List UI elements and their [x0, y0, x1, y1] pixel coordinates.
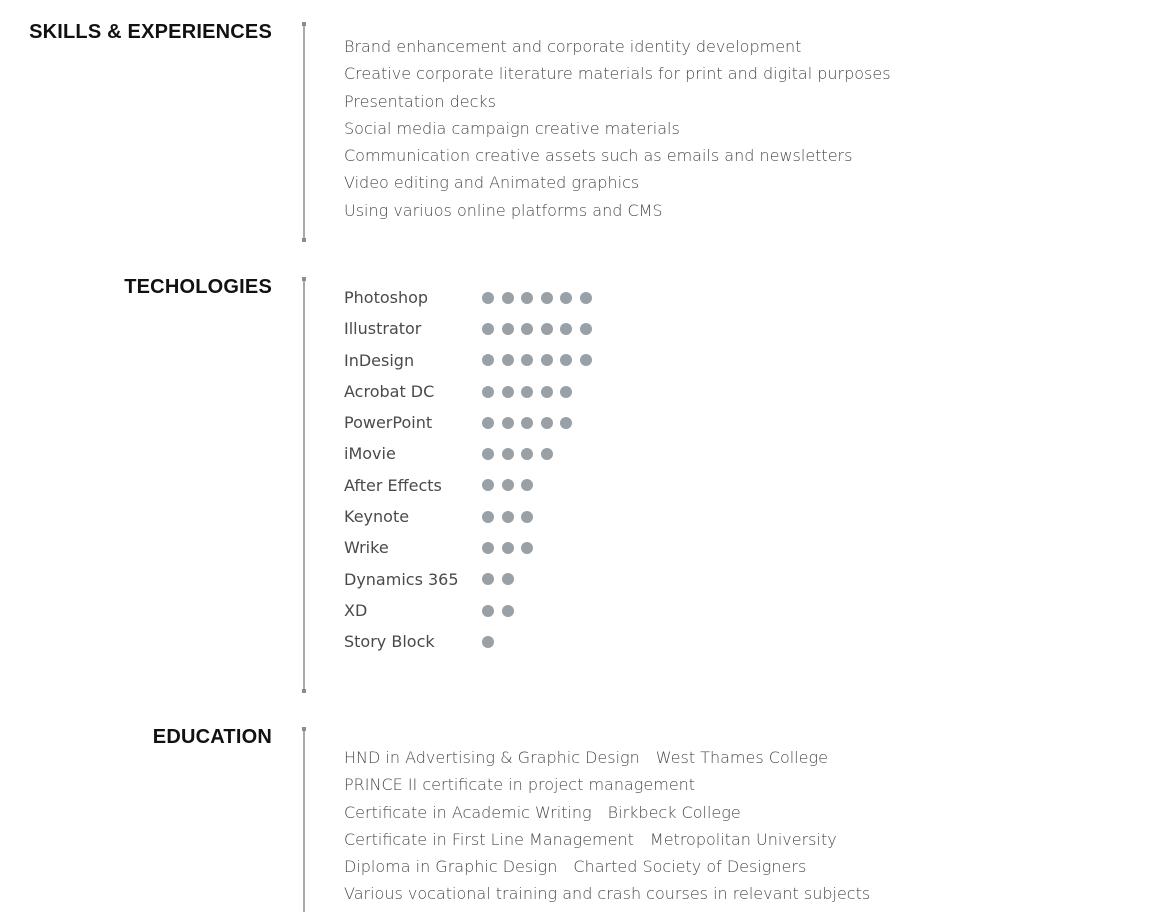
- rating-dot: [541, 292, 553, 304]
- rating-dot: [482, 323, 494, 335]
- rating-dot: [580, 292, 592, 304]
- technology-row: [344, 376, 459, 407]
- rating-dot: [482, 511, 494, 523]
- rating-dot: [521, 386, 533, 398]
- rating-dot: [482, 479, 494, 491]
- rating-dot: [541, 417, 553, 429]
- technology-row: [344, 313, 459, 344]
- education-institution: Metropolitan University: [649, 829, 837, 849]
- skill-item: Social media campaign creative materials: [344, 118, 680, 138]
- rating-dot: [521, 323, 533, 335]
- technology-row: [344, 501, 459, 532]
- rating-dot: [482, 292, 494, 304]
- technology-row: [344, 438, 459, 469]
- skill-item: Creative corporate literature materials for print and digital purposes: [344, 64, 891, 84]
- rating-dot: [502, 479, 514, 491]
- rating-dot: [502, 417, 514, 429]
- technologies-list: [344, 282, 459, 658]
- rating-dot: [521, 479, 533, 491]
- skill-item: Brand enhancement and corporate identity development: [344, 37, 802, 56]
- skill-level-rating: [482, 595, 521, 626]
- rating-dot: [502, 605, 514, 617]
- education-qualification: Certificate in Academic Writing: [344, 802, 592, 822]
- rating-dot: [560, 323, 572, 335]
- skill-level-rating: [482, 438, 560, 469]
- technology-name: Photoshop: [344, 288, 429, 307]
- technology-name: XD: [344, 600, 368, 620]
- rating-dot: [580, 354, 592, 366]
- technology-row: [344, 282, 459, 313]
- education-item: [344, 771, 870, 798]
- technology-row: [344, 532, 459, 563]
- technology-name: Dynamics 365: [344, 569, 459, 589]
- rating-dot: [541, 448, 553, 460]
- rating-dot: [482, 573, 494, 585]
- skill-level-rating: [482, 313, 600, 344]
- skill-level-rating: [482, 564, 521, 595]
- technology-row: [344, 564, 459, 595]
- skill-level-rating: [482, 470, 541, 501]
- technologies-divider: [303, 277, 305, 693]
- education-qualification: PRINCE II certificate in project management: [344, 775, 696, 795]
- rating-dot: [502, 292, 514, 304]
- technology-row: [344, 595, 459, 626]
- skill-level-rating: [482, 626, 502, 657]
- education-institution: Birkbeck College: [607, 802, 741, 822]
- rating-dot: [482, 417, 494, 429]
- rating-dot: [482, 448, 494, 460]
- skill-level-rating: [482, 345, 600, 376]
- education-institution: Charted Society of Designers: [573, 857, 807, 877]
- skill-level-rating: [482, 282, 600, 313]
- technology-row: [344, 407, 459, 438]
- technologies-heading: TECHOLOGIES: [124, 276, 272, 298]
- skill-item: Video editing and Animated graphics: [344, 173, 640, 193]
- education-item: [344, 826, 870, 853]
- skills-divider: [303, 22, 305, 242]
- skill-item: Communication creative assets such as emails and newsletters: [344, 146, 853, 166]
- education-item: [344, 799, 870, 826]
- rating-dot: [541, 354, 553, 366]
- technology-name: PowerPoint: [344, 413, 433, 433]
- rating-dot: [521, 511, 533, 523]
- technology-row: [344, 626, 459, 657]
- rating-dot: [541, 386, 553, 398]
- rating-dot: [482, 542, 494, 554]
- technology-row: [344, 470, 459, 501]
- rating-dot: [482, 636, 494, 648]
- rating-dot: [482, 386, 494, 398]
- rating-dot: [560, 292, 572, 304]
- skill-item: Using variuos online platforms and CMS: [344, 200, 663, 220]
- rating-dot: [560, 386, 572, 398]
- rating-dot: [521, 354, 533, 366]
- rating-dot: [580, 323, 592, 335]
- rating-dot: [560, 417, 572, 429]
- education-list: [344, 744, 870, 908]
- skill-level-rating: [482, 501, 541, 532]
- rating-dot: [482, 354, 494, 366]
- technology-name: iMovie: [344, 444, 396, 464]
- rating-dot: [502, 573, 514, 585]
- skill-level-rating: [482, 532, 541, 563]
- rating-dot: [521, 292, 533, 304]
- education-divider: [303, 727, 305, 912]
- rating-dot: [521, 542, 533, 554]
- education-qualification: Certificate in First Line Management: [344, 829, 634, 849]
- education-item: [344, 744, 870, 771]
- skill-item: Presentation decks: [344, 91, 496, 111]
- skills-heading: SKILLS & EXPERIENCES: [29, 21, 272, 43]
- education-institution: West Thames College: [655, 748, 828, 767]
- rating-dot: [502, 511, 514, 523]
- education-heading: EDUCATION: [152, 726, 272, 748]
- skill-level-rating: [482, 407, 580, 438]
- technology-name: Illustrator: [344, 319, 422, 339]
- technology-name: Wrike: [344, 538, 389, 558]
- education-item: [344, 880, 870, 907]
- technology-name: After Effects: [344, 475, 442, 495]
- education-item: [344, 853, 870, 880]
- technology-name: Keynote: [344, 507, 410, 527]
- rating-dot: [541, 323, 553, 335]
- rating-dot: [521, 417, 533, 429]
- rating-dot: [482, 605, 494, 617]
- skills-list: [344, 33, 891, 224]
- education-qualification: HND in Advertising & Graphic Design: [344, 748, 640, 767]
- rating-dot: [521, 448, 533, 460]
- technology-name: Acrobat DC: [344, 381, 435, 401]
- technology-name: InDesign: [344, 350, 415, 370]
- rating-dot: [502, 448, 514, 460]
- technology-row: [344, 345, 459, 376]
- technology-name: Story Block: [344, 632, 435, 652]
- rating-dot: [502, 354, 514, 366]
- rating-dot: [502, 542, 514, 554]
- education-qualification: Diploma in Graphic Design: [344, 857, 558, 877]
- rating-dot: [502, 386, 514, 398]
- rating-dot: [502, 323, 514, 335]
- education-qualification: Various vocational training and crash courses in relevant subjects: [344, 884, 871, 904]
- skill-level-rating: [482, 376, 580, 407]
- rating-dot: [560, 354, 572, 366]
